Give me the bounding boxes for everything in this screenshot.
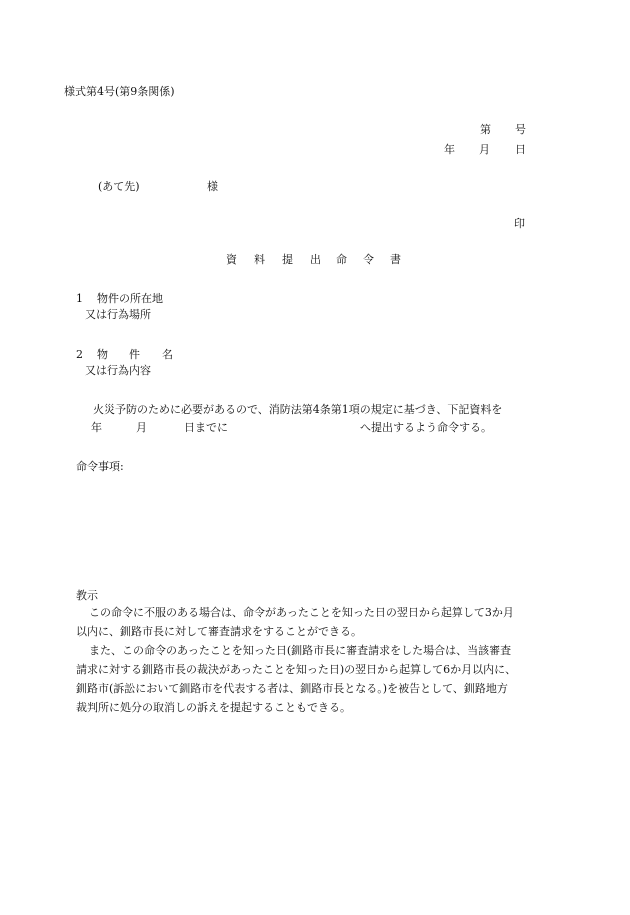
notice-line: 裁判所に処分の取消しの訴えを提起することもできる。: [76, 701, 351, 714]
order-items-label: 命令事項:: [76, 460, 124, 473]
number-dai: 第: [480, 123, 491, 136]
title-char: 書: [390, 253, 401, 266]
date-month: 月: [479, 143, 490, 156]
addressee-sama: 様: [207, 180, 218, 193]
item2-label-char: 物: [97, 348, 108, 361]
item1-sub-label: 又は行為場所: [85, 308, 151, 321]
item2-sub-label: 又は行為内容: [85, 364, 151, 377]
date-day: 日: [515, 143, 526, 156]
body-line-1: 火災予防のために必要があるので、消防法第4条第1項の規定に基づき、下記資料を: [93, 403, 503, 416]
item2-label-char: 件: [129, 348, 140, 361]
body-submit-to: へ提出するよう命令する。: [360, 421, 492, 434]
notice-line: 請求に対する釧路市長の裁決があったことを知った日)の翌日から起算して6か月以内に、: [76, 663, 517, 676]
notice-line: また、この命令のあったことを知った日(釧路市長に審査請求をした場合は、当該審査: [89, 644, 512, 657]
notice-line: この命令に不服のある場合は、命令があったことを知った日の翌日から起算して3か月: [89, 606, 514, 619]
notice-line: 釧路市(訴訟において釧路市を代表する者は、釧路市長となる。)を被告として、釧路地方: [76, 682, 508, 695]
title-char: 料: [254, 253, 265, 266]
title-char: 命: [336, 253, 347, 266]
form-label: 様式第4号(第9条関係): [64, 85, 175, 98]
body-month: 月: [136, 421, 147, 434]
item1-label: 物件の所在地: [97, 292, 163, 305]
body-year: 年: [91, 421, 102, 434]
notice-line: 以内に、釧路市長に対して審査請求をすることができる。: [76, 625, 362, 638]
title-char: 資: [226, 253, 237, 266]
item1-number: 1: [76, 292, 83, 305]
notice-heading: 教示: [76, 589, 98, 602]
item2-number: 2: [76, 348, 83, 361]
title-char: 令: [363, 253, 374, 266]
body-day-until: 日までに: [184, 421, 228, 434]
number-go: 号: [515, 123, 526, 136]
title-char: 提: [282, 253, 293, 266]
date-year: 年: [444, 143, 455, 156]
title-char: 出: [310, 253, 321, 266]
seal-mark: 印: [514, 217, 525, 230]
addressee-label: (あて先): [98, 180, 140, 193]
item2-label-char: 名: [162, 348, 173, 361]
